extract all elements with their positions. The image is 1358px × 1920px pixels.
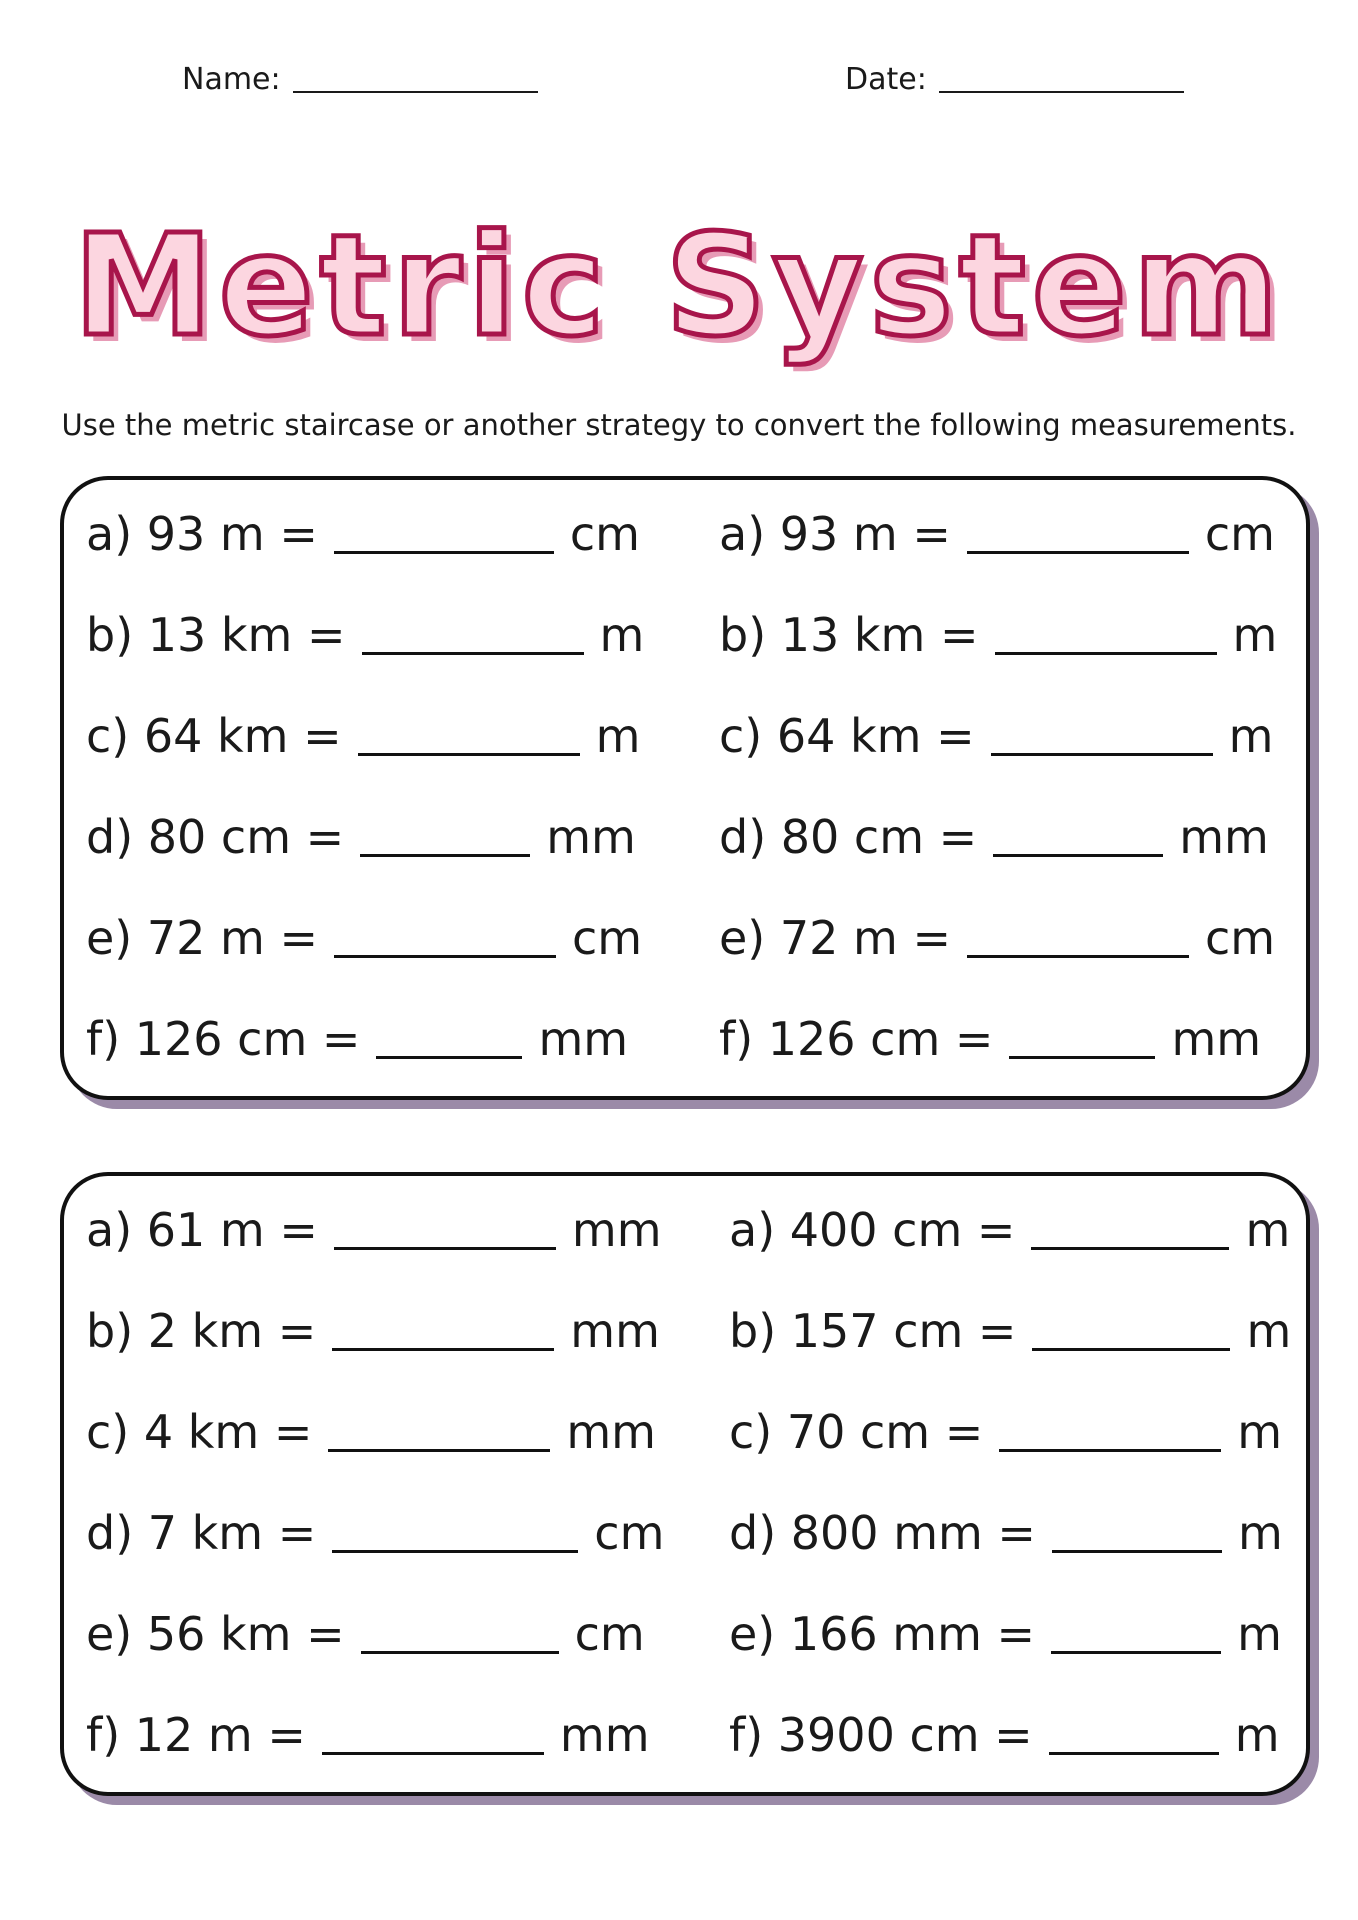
problem-question: f) 126 cm =: [86, 1012, 361, 1066]
page-title: Metric System: [73, 205, 1285, 368]
problem-unit: mm: [1179, 810, 1269, 864]
answer-blank[interactable]: [376, 1056, 522, 1059]
problem-question: a) 61 m =: [86, 1203, 318, 1257]
box1-left-problem: [86, 605, 644, 665]
problem-question: f) 126 cm =: [719, 1012, 994, 1066]
box2-left-problem: [86, 1604, 645, 1664]
problem-question: b) 13 km =: [719, 608, 979, 662]
problem-question: b) 2 km =: [86, 1304, 317, 1358]
box1-right-problem: [719, 605, 1277, 665]
problem-question: d) 800 mm =: [729, 1506, 1036, 1560]
answer-blank[interactable]: [1031, 1247, 1229, 1250]
problem-unit: mm: [538, 1012, 629, 1066]
answer-blank[interactable]: [322, 1752, 544, 1755]
problem-question: a) 400 cm =: [729, 1203, 1016, 1257]
answer-blank[interactable]: [999, 1449, 1221, 1452]
box1-left-problem: [86, 504, 640, 564]
problem-unit: m: [1246, 1304, 1292, 1358]
answer-blank[interactable]: [334, 1247, 556, 1250]
problem-question: f) 12 m =: [86, 1708, 306, 1762]
problem-unit: m: [1245, 1203, 1291, 1257]
problem-unit: mm: [1171, 1012, 1262, 1066]
name-label: Name:: [182, 62, 281, 97]
problem-question: e) 56 km =: [86, 1607, 345, 1661]
instructions: Use the metric staircase or another strategy to convert the following measurements.: [61, 408, 1297, 442]
box2-right-problem: [729, 1705, 1280, 1765]
box1-left-problem: [86, 1009, 628, 1069]
date-label: Date:: [845, 62, 927, 97]
problem-box-1: [60, 476, 1310, 1100]
box1-right-problem: [719, 504, 1275, 564]
answer-blank[interactable]: [334, 551, 554, 554]
box1-right-problem: [719, 908, 1275, 968]
problem-unit: m: [1232, 608, 1278, 662]
problem-unit: m: [1228, 709, 1274, 763]
box1-right-problem: [719, 706, 1273, 766]
answer-blank[interactable]: [1052, 1550, 1222, 1553]
box2-left-problem: [86, 1705, 650, 1765]
answer-blank[interactable]: [1009, 1056, 1155, 1059]
problem-question: d) 80 cm =: [86, 810, 345, 864]
answer-blank[interactable]: [332, 1348, 554, 1351]
answer-blank[interactable]: [967, 551, 1189, 554]
problem-unit: cm: [1204, 507, 1275, 561]
box1-right-problem: [719, 807, 1269, 867]
box2-left-problem: [86, 1402, 656, 1462]
answer-blank[interactable]: [360, 854, 530, 857]
box2-right-problem: [729, 1301, 1291, 1361]
problem-question: a) 93 m =: [719, 507, 951, 561]
problem-question: d) 80 cm =: [719, 810, 978, 864]
problem-unit: cm: [574, 1607, 645, 1661]
problem-unit: m: [1237, 1506, 1283, 1560]
answer-blank[interactable]: [995, 652, 1217, 655]
box2-left-problem: [86, 1301, 660, 1361]
problem-question: c) 4 km =: [86, 1405, 313, 1459]
answer-blank[interactable]: [328, 1449, 550, 1452]
problem-question: b) 157 cm =: [729, 1304, 1017, 1358]
problem-unit: m: [595, 709, 641, 763]
box1-left-problem: [86, 807, 636, 867]
problem-question: c) 70 cm =: [729, 1405, 984, 1459]
name-field[interactable]: [182, 62, 538, 97]
answer-blank[interactable]: [1049, 1752, 1219, 1755]
box2-right-problem: [729, 1604, 1282, 1664]
box1-left-problem: [86, 706, 640, 766]
answer-blank[interactable]: [1051, 1651, 1221, 1654]
problem-question: e) 166 mm =: [729, 1607, 1036, 1661]
box2-right-problem: [729, 1402, 1282, 1462]
box1-left-problem: [86, 908, 642, 968]
problem-question: a) 93 m =: [86, 507, 318, 561]
problem-unit: mm: [559, 1708, 650, 1762]
problem-unit: m: [599, 608, 645, 662]
answer-blank[interactable]: [991, 753, 1213, 756]
date-field[interactable]: [845, 62, 1184, 97]
box1-right-problem: [719, 1009, 1261, 1069]
problem-question: c) 64 km =: [86, 709, 342, 763]
problem-unit: mm: [570, 1304, 660, 1358]
answer-blank[interactable]: [332, 1550, 578, 1553]
problem-unit: cm: [569, 507, 640, 561]
problem-unit: cm: [594, 1506, 665, 1560]
answer-blank[interactable]: [993, 854, 1163, 857]
answer-blank[interactable]: [967, 955, 1189, 958]
problem-unit: m: [1237, 1607, 1282, 1661]
problem-unit: mm: [546, 810, 636, 864]
date-line[interactable]: [939, 91, 1184, 93]
problem-unit: m: [1234, 1708, 1280, 1762]
answer-blank[interactable]: [334, 955, 556, 958]
problem-unit: mm: [566, 1405, 656, 1459]
problem-question: e) 72 m =: [719, 911, 951, 965]
problem-unit: mm: [571, 1203, 662, 1257]
answer-blank[interactable]: [358, 753, 580, 756]
answer-blank[interactable]: [1032, 1348, 1230, 1351]
problem-unit: m: [1237, 1405, 1283, 1459]
answer-blank[interactable]: [361, 1651, 559, 1654]
problem-box-2: [60, 1172, 1310, 1796]
box2-right-problem: [729, 1200, 1290, 1260]
problem-question: e) 72 m =: [86, 911, 318, 965]
problem-unit: cm: [572, 911, 643, 965]
problem-question: b) 13 km =: [86, 608, 346, 662]
problem-question: c) 64 km =: [719, 709, 975, 763]
box2-right-problem: [729, 1503, 1283, 1563]
problem-question: d) 7 km =: [86, 1506, 317, 1560]
answer-blank[interactable]: [362, 652, 584, 655]
problem-question: f) 3900 cm =: [729, 1708, 1033, 1762]
box2-left-problem: [86, 1200, 662, 1260]
problem-unit: cm: [1205, 911, 1276, 965]
box2-left-problem: [86, 1503, 664, 1563]
name-line[interactable]: [293, 91, 538, 93]
